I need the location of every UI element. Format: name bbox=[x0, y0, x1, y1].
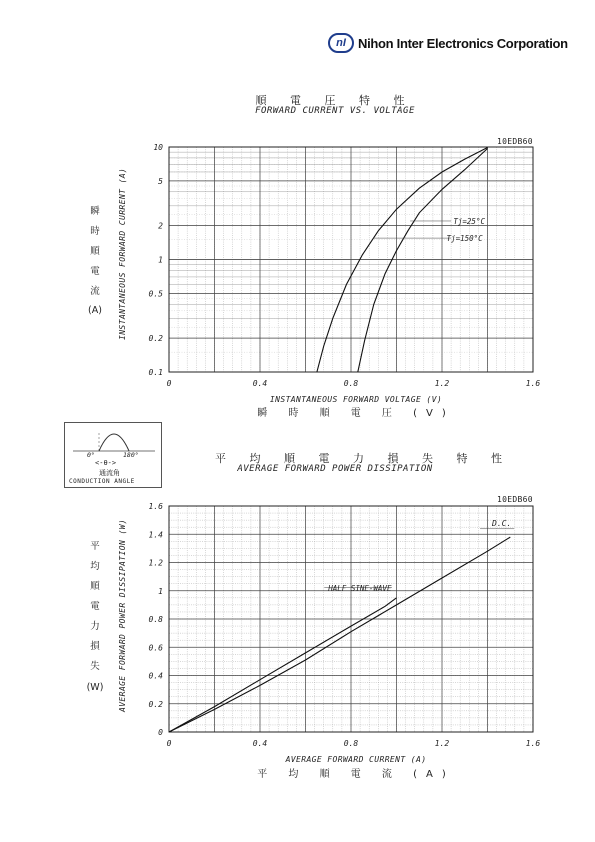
chart2-title-jp: 平 均 順 電 力 損 失 特 性 bbox=[215, 452, 512, 465]
chart1-series-line bbox=[358, 149, 488, 373]
chart1-ylabel: INSTANTANEOUS FORWARD CURRENT (A) bbox=[118, 167, 127, 340]
chart2-ytick-label: 0.6 bbox=[148, 643, 163, 653]
chart2-xlabel-jp: 平 均 順 電 流 (A) bbox=[257, 769, 455, 780]
chart2-xtick-label: 0 bbox=[166, 739, 172, 748]
chart2-ylabel: AVERAGE FORWARD POWER DISSIPATION (W) bbox=[118, 518, 127, 712]
chart2-ylabel-jp-char: 平 bbox=[90, 541, 100, 552]
chart1-ytick-label: 2 bbox=[158, 221, 163, 231]
chart2-xtick-label: 1.6 bbox=[525, 739, 541, 748]
deg-180-label: 180° bbox=[123, 451, 139, 459]
chart2-xtick-label: 0.8 bbox=[343, 739, 359, 748]
chart2-xtick-label: 1.2 bbox=[434, 739, 450, 748]
deg-0-label: 0° bbox=[87, 451, 95, 459]
theta-symbol: θ bbox=[103, 459, 108, 467]
chart1-ytick-label: 10 bbox=[153, 143, 163, 152]
chart2-series-line bbox=[169, 598, 397, 732]
chart1-ylabel-jp-unit: (A) bbox=[88, 305, 102, 316]
chart1-ytick-label: 0.2 bbox=[148, 334, 163, 344]
chart1-ylabel-jp-char: 時 bbox=[90, 226, 100, 237]
chart2-ylabel-jp-char: 順 bbox=[90, 581, 100, 592]
chart1-ytick-label: 0.5 bbox=[148, 289, 163, 299]
chart2-ylabel-jp-char: 失 bbox=[90, 661, 100, 672]
chart1-model: 10EDB60 bbox=[497, 137, 533, 146]
conduction-angle-diagram bbox=[64, 422, 162, 488]
chart2-annotation: HALF SINE-WAVE bbox=[328, 583, 392, 593]
chart1-ytick-label: 5 bbox=[158, 176, 163, 186]
chart2-ytick-label: 1.4 bbox=[148, 530, 163, 540]
chart2-xtick-label: 0.4 bbox=[252, 739, 268, 748]
conduction-angle-label-jp: 通流角 bbox=[99, 469, 120, 477]
chart2-ylabel-jp-char: 損 bbox=[90, 641, 100, 652]
chart1-xlabel-jp: 瞬 時 順 電 圧 (V) bbox=[257, 408, 455, 419]
chart1-ytick-label: 1 bbox=[158, 255, 163, 265]
chart2-ytick-label: 0.4 bbox=[148, 671, 163, 681]
chart2-ylabel-jp-char: 電 bbox=[90, 601, 100, 612]
chart1-frame bbox=[169, 147, 533, 372]
chart2-ytick-label: 1.2 bbox=[148, 558, 163, 568]
company-name: Nihon Inter Electronics Corporation bbox=[358, 35, 568, 51]
chart1-title: FORWARD CURRENT VS. VOLTAGE bbox=[255, 106, 415, 116]
chart2-xlabel: AVERAGE FORWARD CURRENT (A) bbox=[285, 755, 427, 764]
chart1-xtick-label: 1.2 bbox=[434, 379, 450, 388]
chart1-ylabel-jp-char: 電 bbox=[90, 266, 100, 277]
chart1-ylabel-jp-char: 流 bbox=[90, 286, 100, 297]
chart2-ylabel-jp-char: 均 bbox=[90, 561, 100, 572]
chart2-ytick-label: 0.8 bbox=[148, 615, 163, 624]
chart1-ytick-label: 0.1 bbox=[148, 368, 163, 377]
chart2-ytick-label: 0.2 bbox=[148, 699, 163, 709]
chart1-xtick-label: 0 bbox=[166, 379, 172, 388]
chart2-ytick-label: 1 bbox=[158, 586, 163, 596]
theta-arrow: <-θ-> bbox=[95, 459, 117, 467]
chart1-title-jp: 順 電 圧 特 性 bbox=[255, 94, 415, 107]
chart2-ylabel-jp-char: 力 bbox=[90, 621, 100, 632]
chart2-ytick-label: 0 bbox=[158, 728, 163, 737]
chart2-title: AVERAGE FORWARD POWER DISSIPATION bbox=[237, 464, 433, 474]
chart1-series-line bbox=[317, 148, 488, 373]
chart1-ylabel-jp-char: 瞬 bbox=[90, 206, 100, 217]
chart2-model: 10EDB60 bbox=[497, 495, 533, 504]
chart1-annotation: Tj=25°C bbox=[453, 216, 485, 226]
chart1-ylabel-jp-char: 順 bbox=[90, 246, 100, 257]
company-logo bbox=[328, 33, 568, 53]
chart1-xlabel: INSTANTANEOUS FORWARD VOLTAGE (V) bbox=[269, 395, 443, 404]
chart2-frame bbox=[169, 506, 533, 732]
chart1-xtick-label: 0.4 bbox=[252, 379, 268, 388]
chart2-series-line bbox=[169, 537, 510, 732]
chart1-xtick-label: 1.6 bbox=[525, 379, 541, 388]
chart2-ytick-label: 1.6 bbox=[148, 502, 163, 511]
chart2-ylabel-jp-unit: (W) bbox=[86, 682, 104, 693]
chart2-annotation: D.C. bbox=[492, 518, 512, 528]
conduction-angle-label: CONDUCTION ANGLE bbox=[69, 478, 135, 485]
chart1-annotation: Tj=150°C bbox=[446, 234, 483, 244]
nihon-inter-logo-icon: nI bbox=[328, 33, 354, 53]
chart1-xtick-label: 0.8 bbox=[343, 379, 359, 388]
